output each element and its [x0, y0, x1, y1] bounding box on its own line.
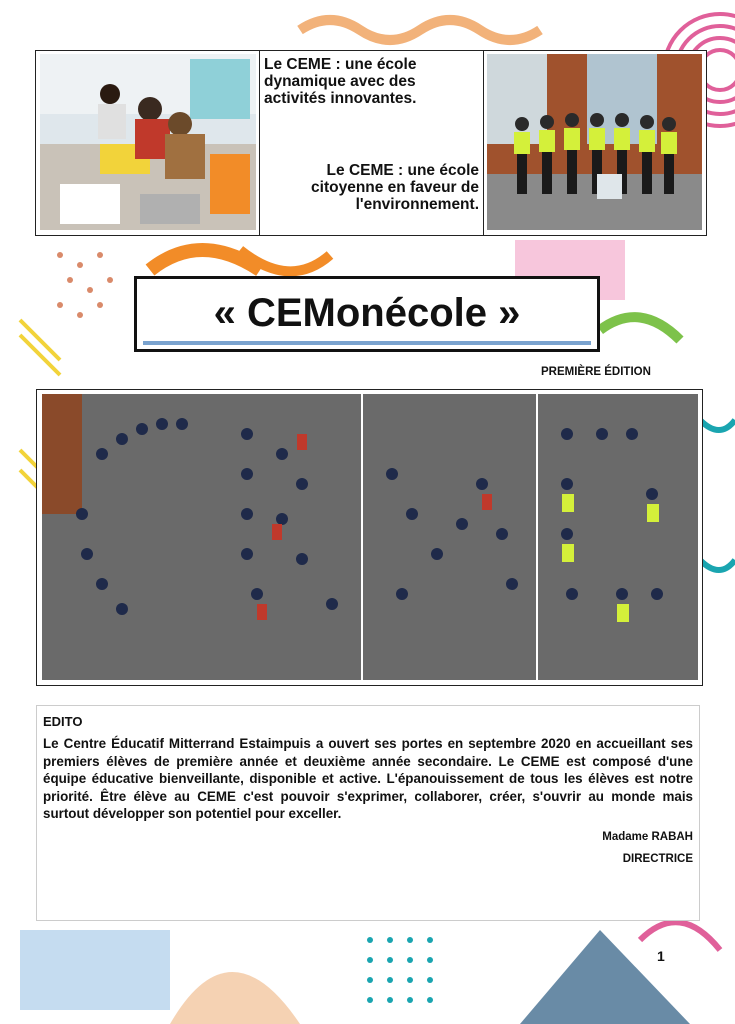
edito-section	[36, 705, 700, 921]
newsletter-title: « CEMonécole »	[213, 291, 521, 335]
page-number: 1	[657, 948, 665, 964]
newsletter-title-box	[134, 276, 600, 352]
edito-heading: EDITO	[43, 714, 83, 729]
environment-photo	[487, 54, 702, 230]
edito-body: Le Centre Éducatif Mitterrand Estaimpuis a ouvert ses portes en septembre 2020 en accueillant ses premiers élèves de première année et deuxième année secondaire. Le CEME est composé d'une équipe éducative bienveillante, disponible et active. L'épanouissement de tous les élèves est notre priorité. Être élève au CEME c'est pouvoir s'exprimer, collaborer, créer, s'ouvrir au monde mais surtout développer son potentiel pour exceller.	[43, 736, 693, 821]
title-underline	[143, 341, 591, 345]
banner-divider-left	[259, 50, 260, 236]
caption-citizen: Le CEME : une école citoyenne en faveur de l'environnement.	[311, 162, 479, 213]
caption-dynamic: Le CEME : une école dynamique avec des activités innovantes.	[264, 56, 417, 107]
banner-divider-right	[483, 50, 484, 236]
classroom-photo	[40, 54, 256, 230]
signature-name: Madame RABAH	[602, 830, 693, 843]
edition-label: PREMIÈRE ÉDITION	[541, 366, 651, 378]
group-photo	[42, 394, 698, 680]
signature-title: DIRECTRICE	[622, 852, 693, 865]
